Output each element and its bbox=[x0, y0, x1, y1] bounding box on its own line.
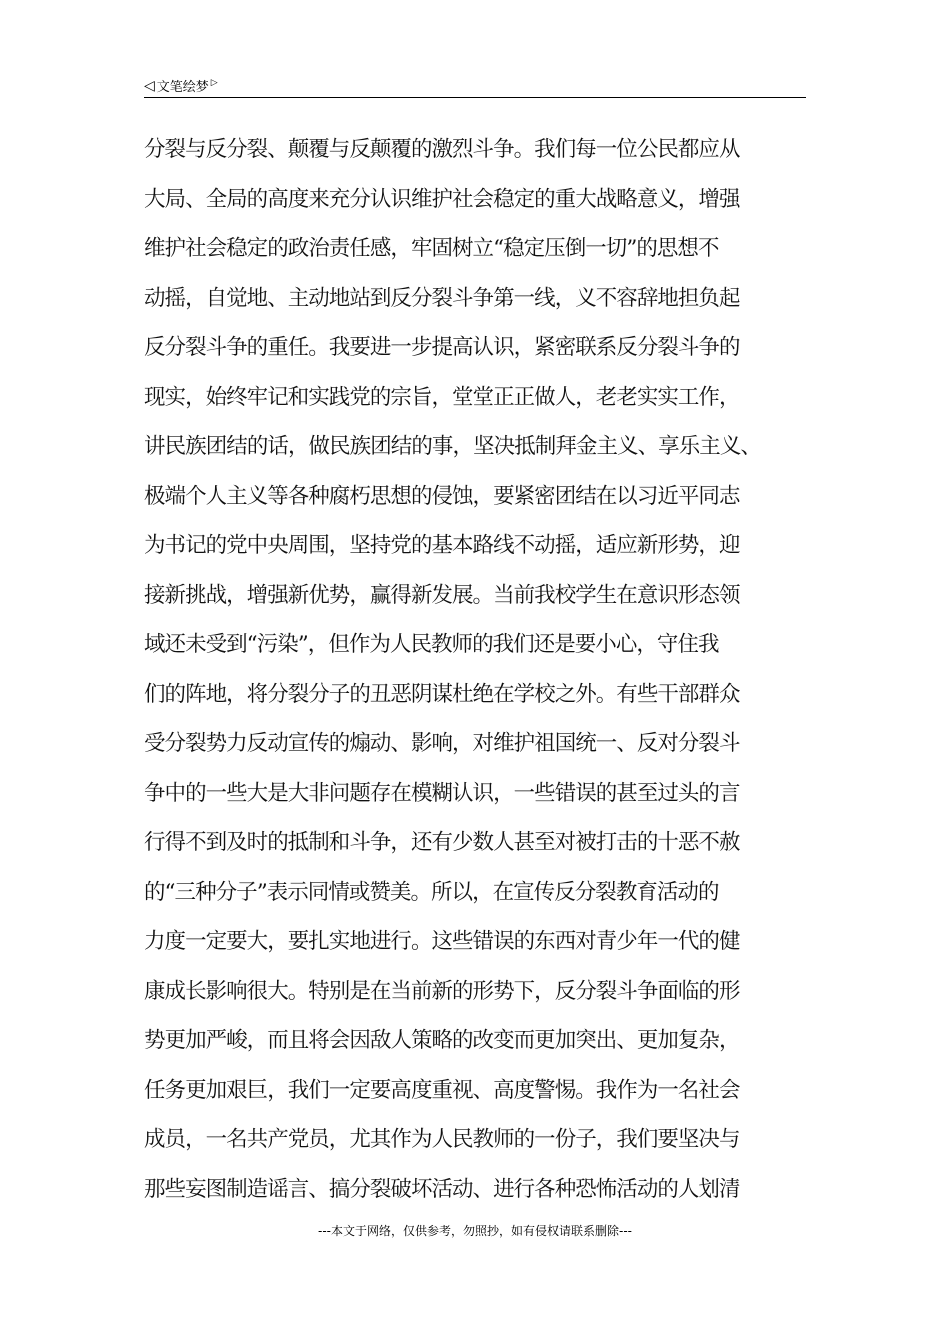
text-line: 分裂与反分裂、颠覆与反颠覆的激烈斗争。我们每一位公民都应从 bbox=[144, 137, 740, 162]
text-line: 讲民族团结的话，做民族团结的事，坚决抵制拜金主义、享乐主义、 bbox=[144, 434, 762, 459]
text-line: 动摇，自觉地、主动地站到反分裂斗争第一线，义不容辞地担负起 bbox=[144, 285, 740, 311]
document-body bbox=[144, 125, 834, 1214]
text-line: 们的阵地，将分裂分子的丑恶阴谋杜绝在学校之外。有些干部群众 bbox=[144, 681, 740, 707]
page-header bbox=[144, 76, 218, 95]
text-line: 极端个人主义等各种腐朽思想的侵蚀，要紧密团结在以习近平同志 bbox=[144, 483, 740, 509]
text-line: 受分裂势力反动宣传的煽动、影响，对维护祖国统一、反对分裂斗 bbox=[144, 731, 740, 756]
text-line: 维护社会稳定的政治责任感，牢固树立“稳定压倒一切”的思想不 bbox=[144, 236, 719, 261]
text-line: 大局、全局的高度来充分认识维护社会稳定的重大战略意义，增强 bbox=[144, 186, 740, 212]
right-triangle-icon: ▷ bbox=[210, 77, 218, 88]
text-line: 的“三种分子”表示同情或赞美。所以，在宣传反分裂教育活动的 bbox=[144, 879, 719, 905]
left-triangle-icon: ◁ bbox=[144, 77, 155, 94]
text-line: 力度一定要大，要扎实地进行。这些错误的东西对青少年一代的健 bbox=[144, 929, 740, 954]
text-line: 反分裂斗争的重任。我要进一步提高认识，紧密联系反分裂斗争的 bbox=[144, 335, 740, 360]
footer-disclaimer: ---本文于网络，仅供参考，勿照抄，如有侵权请联系删除--- bbox=[318, 1224, 632, 1238]
header-rule bbox=[144, 97, 806, 98]
text-line: 康成长影响很大。特别是在当前新的形势下，反分裂斗争面临的形 bbox=[144, 978, 740, 1004]
text-line: 争中的一些大是大非问题存在模糊认识，一些错误的甚至过头的言 bbox=[144, 780, 740, 806]
text-line: 势更加严峻，而且将会因敌人策略的改变而更加突出、更加复杂， bbox=[144, 1028, 740, 1053]
text-line: 成员，一名共产党员，尤其作为人民教师的一份子，我们要坚决与 bbox=[144, 1127, 740, 1152]
text-line: 那些妄图制造谣言、搞分裂破坏活动、进行各种恐怖活动的人划清 bbox=[144, 1176, 740, 1202]
text-line: 为书记的党中央周围，坚持党的基本路线不动摇，适应新形势，迎 bbox=[144, 533, 740, 558]
text-line: 任务更加艰巨，我们一定要高度重视、高度警惕。我作为一名社会 bbox=[144, 1077, 740, 1103]
text-line: 接新挑战，增强新优势，赢得新发展。当前我校学生在意识形态领 bbox=[144, 582, 740, 608]
header-title: 文笔绘梦 bbox=[156, 80, 209, 95]
text-line: 域还未受到“污染”，但作为人民教师的我们还是要小心，守住我 bbox=[144, 632, 719, 657]
text-line: 现实，始终牢记和实践党的宗旨，堂堂正正做人，老老实实工作， bbox=[144, 384, 740, 410]
text-line: 行得不到及时的抵制和斗争，还有少数人甚至对被打击的十恶不赦 bbox=[144, 830, 740, 855]
